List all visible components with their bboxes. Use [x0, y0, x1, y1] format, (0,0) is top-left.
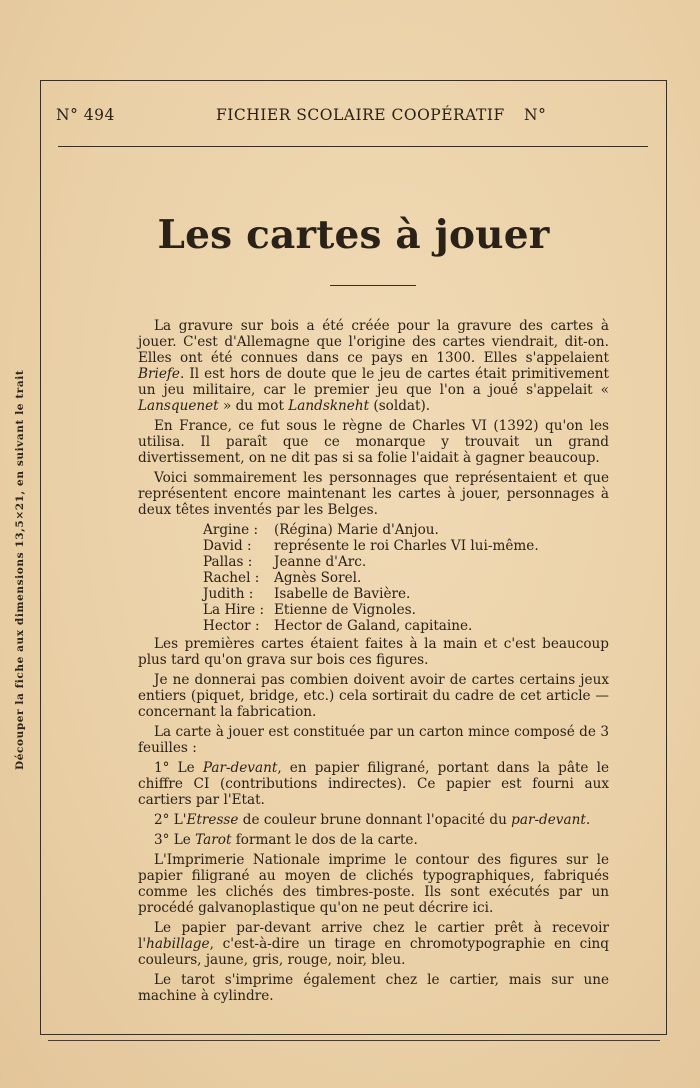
paragraph: La carte à jouer est constituée par un carton mince composé de 3 feuilles : [138, 724, 609, 756]
page-header [56, 106, 650, 130]
paragraph: Le papier par-devant arrive chez le cartier prêt à recevoir l'habillage, c'est-à-dire un tirage en chromotypographie en cinq couleurs, jaune, gris, rouge, noir, bleu. [138, 920, 609, 968]
cut-line [48, 1040, 660, 1041]
paragraph: 2° L'Etresse de couleur brune donnant l'opacité du par-devant. [154, 812, 591, 828]
paragraph: 3° Le Tarot formant le dos de la carte. [154, 832, 418, 848]
header-divider [58, 146, 648, 147]
paragraph: La gravure sur bois a été créée pour la gravure des cartes à jouer. C'est d'Allemagne que l'origine des cartes viendrait, dit-on. Elles ont été connues dans ce pays en 1300. Elles s'appelaient Briefe. Il est hors de doute que le jeu de cartes était primitivement un jeu militaire, car le premier jeu que l'on a joué s'appelait « Lansquenet » du mot Landskneht (soldat). [138, 318, 609, 414]
paragraph: Les premières cartes étaient faites à la main et c'est beaucoup plus tard qu'on grava sur bois ces figures. [138, 636, 609, 668]
paragraph: En France, ce fut sous le règne de Charles VI (1392) qu'on les utilisa. Il paraît que ce monarque y trouvait un grand divertissement, on ne dit pas si sa folie l'aidait à gagner beaucoup. [138, 418, 609, 466]
paragraph: L'Imprimerie Nationale imprime le contour des figures sur le papier filigrané au moyen de clichés typographiques, fabriqués comme les clichés des timbres-poste. Ils sont exécutés par un procédé galvanoplastique qu'on ne peut décrire ici. [138, 852, 609, 916]
page-title: Les cartes à jouer [157, 212, 550, 258]
list-item: La Hire : Etienne de Vignoles. [203, 602, 416, 618]
list-item: David : représente le roi Charles VI lui-même. [203, 538, 539, 554]
list-item: Judith : Isabelle de Bavière. [203, 586, 411, 602]
paragraph: Le tarot s'imprime également chez le cartier, mais sur une machine à cylindre. [138, 972, 609, 1004]
cutting-instruction: Découper la fiche aux dimensions 13,5×21, en suivant le trait [14, 369, 26, 770]
card-number-right: N° [524, 106, 547, 124]
header-title: FICHIER SCOLAIRE COOPÉRATIF [216, 106, 505, 124]
paragraph: Voici sommairement les personnages que représentaient et que représentent encore maintenant les cartes à jouer, personnages à deux têtes inventés par les Belges. [138, 470, 609, 518]
character-list [138, 522, 609, 634]
card-number-left: N° 494 [56, 106, 115, 124]
paragraph: Je ne donnerai pas combien doivent avoir de cartes certains jeux entiers (piquet, bridge, etc.) cela sortirait du cadre de cet article — concernant la fabrication. [138, 672, 609, 720]
title-divider [330, 285, 416, 286]
list-item: Argine : (Régina) Marie d'Anjou. [203, 522, 439, 538]
list-item: Rachel : Agnès Sorel. [203, 570, 362, 586]
article-body [138, 318, 609, 1004]
paragraph: 1° Le Par-devant, en papier filigrané, portant dans la pâte le chiffre CI (contributions indirectes). Ce papier est fourni aux cartiers par l'Etat. [138, 760, 610, 808]
list-item: Pallas : Jeanne d'Arc. [203, 554, 367, 570]
list-item: Hector : Hector de Galand, capitaine. [203, 618, 473, 634]
